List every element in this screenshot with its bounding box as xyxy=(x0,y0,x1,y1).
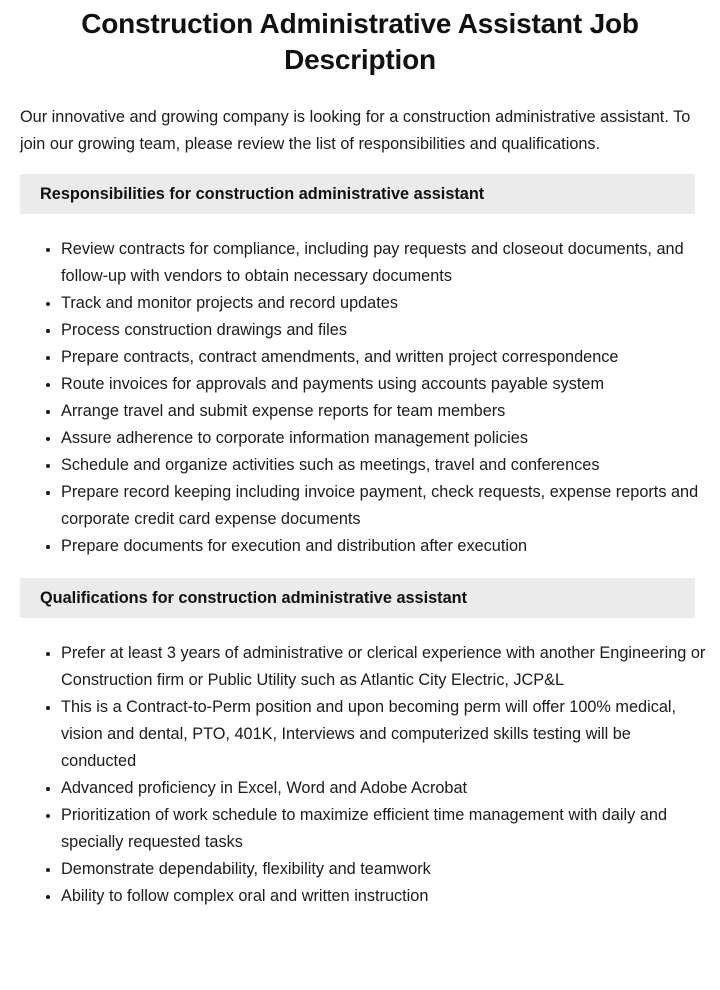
list-item: • This is a Contract-to-Perm position and upon becoming perm will offer 100% medical, vision and dental, PTO, 401K, Interviews and computerized skills testing will be conducted xyxy=(61,694,706,775)
list-item: • Prepare contracts, contract amendments, and written project correspondence xyxy=(61,344,706,371)
job-description-page xyxy=(0,6,720,990)
list-item: • Schedule and organize activities such as meetings, travel and conferences xyxy=(61,452,706,479)
responsibilities-list xyxy=(20,236,706,560)
intro-paragraph: Our innovative and growing company is looking for a construction administrative assistant. To join our growing team, please review the list of responsibilities and qualifications. xyxy=(20,108,691,153)
list-item: • Process construction drawings and files xyxy=(61,317,706,344)
list-item: • Route invoices for approvals and payments using accounts payable system xyxy=(61,371,706,398)
list-item: • Arrange travel and submit expense reports for team members xyxy=(61,398,706,425)
list-item: • Ability to follow complex oral and written instruction xyxy=(61,883,706,910)
list-item: • Review contracts for compliance, including pay requests and closeout documents, and follow-up with vendors to obtain necessary documents xyxy=(61,236,706,290)
list-item: • Prefer at least 3 years of administrative or clerical experience with another Engineering or Construction firm or Public Utility such as Atlantic City Electric, JCP&L xyxy=(61,640,706,694)
list-item: • Demonstrate dependability, flexibility and teamwork xyxy=(61,856,706,883)
list-item: • Track and monitor projects and record updates xyxy=(61,290,706,317)
list-item: • Prepare record keeping including invoice payment, check requests, expense reports and corporate credit card expense documents xyxy=(61,479,706,533)
section-heading-responsibilities: Responsibilities for construction administrative assistant xyxy=(20,174,695,214)
section-heading-qualifications: Qualifications for construction administrative assistant xyxy=(20,578,695,618)
list-item: • Prepare documents for execution and distribution after execution xyxy=(61,533,706,560)
page-title: Construction Administrative Assistant Job Description xyxy=(81,8,639,75)
qualifications-list xyxy=(20,640,706,910)
list-item: • Assure adherence to corporate information management policies xyxy=(61,425,706,452)
list-item: • Prioritization of work schedule to maximize efficient time management with daily and specially requested tasks xyxy=(61,802,706,856)
list-item: • Advanced proficiency in Excel, Word and Adobe Acrobat xyxy=(61,775,706,802)
